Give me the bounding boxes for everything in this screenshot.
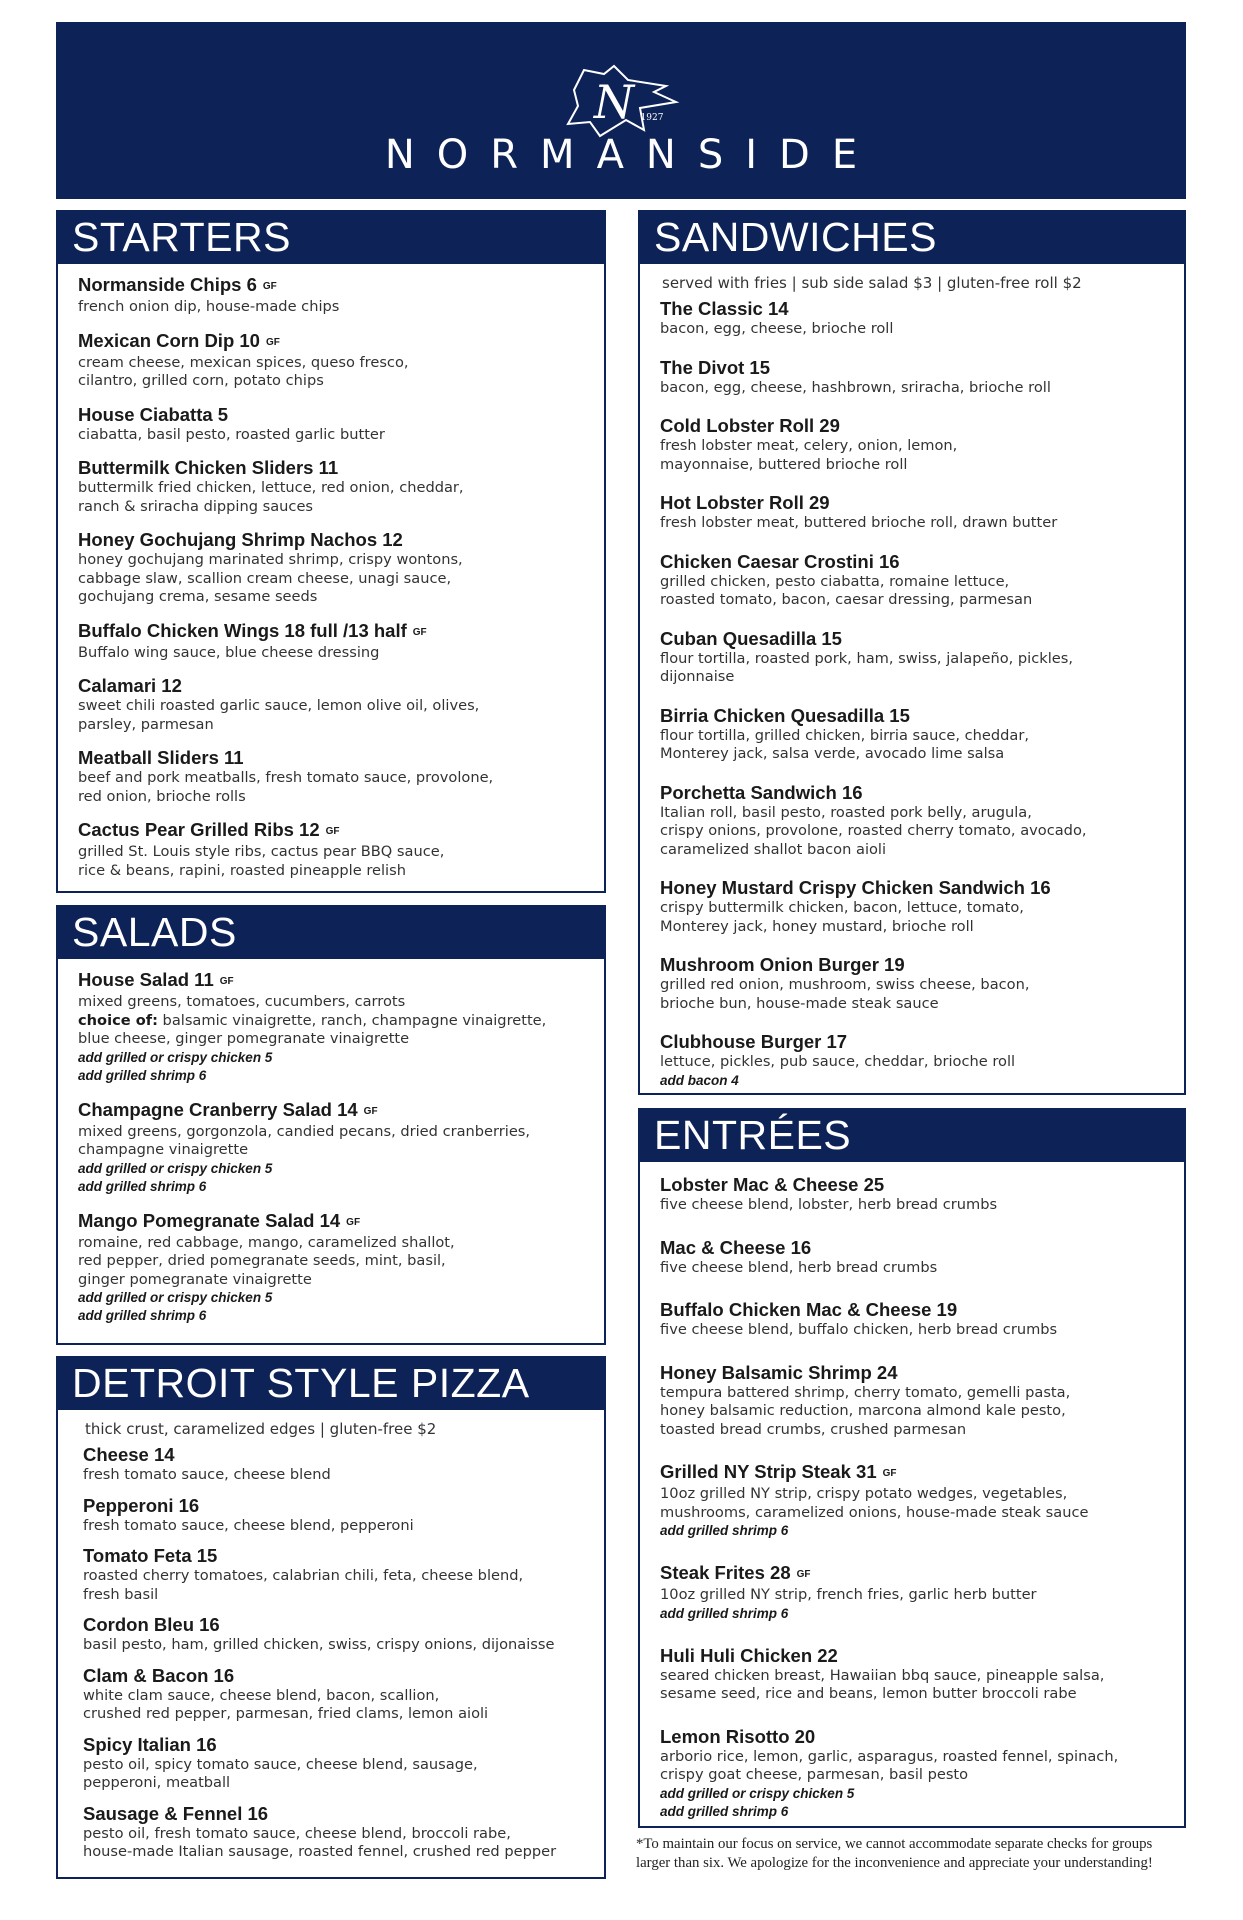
gluten-free-badge: GF <box>219 976 234 987</box>
item-description: pepperoni, meatball <box>83 1774 231 1791</box>
item-name <box>83 1444 584 1466</box>
menu-item <box>83 1495 584 1536</box>
menu-item <box>83 1545 584 1604</box>
item-description: grilled red onion, mushroom, swiss cheese, bacon, <box>660 976 1030 993</box>
item-description: fresh basil <box>83 1585 159 1603</box>
menu-item <box>660 551 1164 610</box>
item-name-text: Meatball Sliders 11 <box>78 747 244 768</box>
item-description: caramelized shallot bacon aioli <box>660 840 887 858</box>
item-description: Italian roll, basil pesto, roasted pork belly, arugula, <box>660 803 1032 821</box>
item-description: ginger pomegranate vinaigrette <box>78 1270 312 1288</box>
item-name <box>78 1099 584 1123</box>
menu-item <box>660 1562 1164 1623</box>
entrees-heading: ENTRÉES <box>640 1110 1184 1162</box>
item-description: tempura battered shrimp, cherry tomato, gemelli pasta, <box>660 1383 1071 1401</box>
item-description: buttermilk fried chicken, lettuce, red onion, cheddar, <box>78 479 464 496</box>
pizza-section <box>56 1356 606 1879</box>
item-name-text: Clubhouse Burger 17 <box>660 1031 848 1052</box>
item-name-text: Mushroom Onion Burger 19 <box>660 954 905 975</box>
item-choice <box>78 1012 584 1031</box>
item-description: toasted bread crumbs, crushed parmesan <box>660 1420 967 1438</box>
menu-item <box>660 1645 1164 1704</box>
gluten-free-badge: GF <box>796 1569 811 1580</box>
menu-item <box>78 529 584 607</box>
menu-item <box>660 357 1164 398</box>
item-description: roasted cherry tomatoes, calabrian chili, feta, cheese blend, <box>83 1567 524 1584</box>
gluten-free-badge: GF <box>882 1468 897 1479</box>
item-name <box>660 298 1164 320</box>
item-name-text: Sausage & Fennel 16 <box>83 1802 269 1824</box>
item-addon: add grilled or crispy chicken 5 <box>78 1160 273 1176</box>
item-name <box>83 1545 584 1567</box>
item-name-text: Grilled NY Strip Steak 31 <box>660 1461 877 1482</box>
menu-item <box>660 298 1164 339</box>
pizza-note: thick crust, caramelized edges | gluten-free $2 <box>85 1420 437 1438</box>
menu-item <box>660 877 1164 936</box>
item-description: french onion dip, house-made chips <box>78 298 340 315</box>
item-description: rice & beans, rapini, roasted pineapple relish <box>78 861 406 879</box>
item-name-text: Pepperoni 16 <box>83 1494 200 1516</box>
item-name-text: Cold Lobster Roll 29 <box>660 415 840 436</box>
item-name <box>83 1495 584 1517</box>
item-choice-continued: blue cheese, ginger pomegranate vinaigrette <box>78 1030 410 1047</box>
item-description: mayonnaise, buttered brioche roll <box>660 455 908 473</box>
menu-item <box>660 628 1164 687</box>
item-name-text: Champagne Cranberry Salad 14 <box>78 1098 358 1120</box>
item-description: grilled St. Louis style ribs, cactus pear BBQ sauce, <box>78 843 445 860</box>
item-description: house-made Italian sausage, roasted fennel, crushed red pepper <box>83 1843 557 1860</box>
item-name-text: Porchetta Sandwich 16 <box>660 781 863 803</box>
item-addon: add grilled shrimp 6 <box>78 1178 207 1194</box>
gluten-free-badge: GF <box>363 1105 378 1117</box>
menu-item <box>83 1665 584 1724</box>
menu-item <box>78 330 584 391</box>
item-name-text: Tomato Feta 15 <box>83 1545 218 1566</box>
item-description: Monterey jack, salsa verde, avocado lime salsa <box>660 745 1005 762</box>
item-description: ciabatta, basil pesto, roasted garlic butter <box>78 425 385 443</box>
item-addon: add grilled or crispy chicken 5 <box>78 1049 273 1065</box>
svg-text:N: N <box>593 75 635 129</box>
menu-item <box>78 1099 584 1196</box>
starters-heading: STARTERS <box>58 212 604 264</box>
item-description: crispy onions, provolone, roasted cherry tomato, avocado, <box>660 822 1087 839</box>
salads-section <box>56 905 606 1345</box>
item-description: fresh tomato sauce, cheese blend, pepperoni <box>83 1516 414 1534</box>
item-addon: add grilled shrimp 6 <box>660 1803 789 1819</box>
item-addon: add grilled shrimp 6 <box>78 1067 207 1083</box>
item-name <box>78 274 584 298</box>
menu-item <box>78 457 584 516</box>
menu-item <box>78 969 584 1085</box>
menu-item <box>83 1734 584 1793</box>
gluten-free-badge: GF <box>346 1216 361 1228</box>
item-description: fresh lobster meat, buttered brioche roll, drawn butter <box>660 514 1058 531</box>
item-description: seared chicken breast, Hawaiian bbq sauce, pineapple salsa, <box>660 1666 1105 1684</box>
item-description: romaine, red cabbage, mango, caramelized shallot, <box>78 1233 455 1251</box>
item-description: lettuce, pickles, pub sauce, cheddar, brioche roll <box>660 1053 1016 1070</box>
item-name-text: Steak Frites 28 <box>660 1562 791 1583</box>
item-name-text: Buffalo Chicken Wings 18 full /13 half <box>78 619 407 641</box>
pizza-list <box>58 1410 604 1880</box>
item-name-text: Cactus Pear Grilled Ribs 12 <box>78 819 320 840</box>
item-description: 10oz grilled NY strip, crispy potato wedges, vegetables, <box>660 1485 1068 1502</box>
item-name <box>660 1562 1164 1586</box>
item-addon: add grilled or crispy chicken 5 <box>78 1290 273 1305</box>
svg-text:1927: 1927 <box>640 113 664 123</box>
item-description: fresh tomato sauce, cheese blend <box>83 1466 331 1483</box>
item-name-text: Buffalo Chicken Mac & Cheese 19 <box>660 1299 958 1320</box>
item-name <box>83 1614 584 1636</box>
menu-item <box>78 1210 584 1326</box>
item-description: gochujang crema, sesame seeds <box>78 588 318 605</box>
item-name <box>660 954 1164 976</box>
item-description: dijonnaise <box>660 668 735 685</box>
menu-item <box>660 1362 1164 1440</box>
item-name <box>660 1237 1164 1259</box>
item-name-text: Lemon Risotto 20 <box>660 1725 816 1747</box>
menu-item <box>660 1299 1164 1340</box>
item-addon: add grilled shrimp 6 <box>660 1523 789 1538</box>
item-name <box>78 675 584 697</box>
item-name-text: Clam & Bacon 16 <box>83 1664 235 1686</box>
sandwiches-note: served with fries | sub side salad $3 | gluten-free roll $2 <box>662 274 1082 292</box>
header-banner <box>56 22 1186 199</box>
normanside-logo-icon <box>556 60 686 140</box>
brand-name: NORMANSIDE <box>384 132 880 178</box>
item-name <box>78 969 584 993</box>
item-description: brioche bun, house-made steak sauce <box>660 994 939 1012</box>
item-name <box>78 1210 584 1234</box>
item-name <box>83 1803 584 1825</box>
menu-item <box>78 675 584 734</box>
menu-item <box>660 492 1164 533</box>
item-name <box>660 551 1164 573</box>
item-name-text: Spicy Italian 16 <box>83 1733 217 1755</box>
item-description: roasted tomato, bacon, caesar dressing, parmesan <box>660 591 1033 608</box>
item-description: flour tortilla, grilled chicken, birria sauce, cheddar, <box>660 726 1029 744</box>
salads-heading: SALADS <box>58 907 604 959</box>
item-addon: add bacon 4 <box>660 1072 739 1088</box>
gluten-free-badge: GF <box>265 336 280 348</box>
item-addon: add grilled or crispy chicken 5 <box>660 1785 855 1801</box>
gluten-free-badge: GF <box>412 626 427 638</box>
menu-item <box>78 747 584 806</box>
item-description: Monterey jack, honey mustard, brioche roll <box>660 917 974 935</box>
item-name <box>78 457 584 479</box>
item-name-text: Birria Chicken Quesadilla 15 <box>660 704 910 726</box>
item-description: five cheese blend, buffalo chicken, herb bread crumbs <box>660 1321 1058 1338</box>
item-description: honey balsamic reduction, marcona almond kale pesto, <box>660 1402 1066 1419</box>
item-description: cabbage slaw, scallion cream cheese, unagi sauce, <box>78 569 452 587</box>
item-addon: add grilled shrimp 6 <box>78 1308 207 1323</box>
item-description: red onion, brioche rolls <box>78 787 246 805</box>
item-name <box>660 1645 1164 1667</box>
item-name-text: Cuban Quesadilla 15 <box>660 627 842 649</box>
item-name-text: House Ciabatta 5 <box>78 403 229 425</box>
item-name-text: Huli Huli Chicken 22 <box>660 1644 838 1666</box>
item-name <box>78 819 584 843</box>
item-name-text: The Classic 14 <box>660 298 789 319</box>
item-name-text: Cordon Bleu 16 <box>83 1614 220 1635</box>
item-name <box>660 705 1164 727</box>
item-name-text: Chicken Caesar Crostini 16 <box>660 550 900 572</box>
footer-line-2: larger than six. We apologize for the inconvenience and appreciate your understanding! <box>636 1855 1153 1871</box>
menu-item <box>83 1614 584 1655</box>
item-name-text: The Divot 15 <box>660 356 770 378</box>
menu-item <box>83 1444 584 1485</box>
item-description: red pepper, dried pomegranate seeds, mint, basil, <box>78 1252 446 1269</box>
item-description: ranch & sriracha dipping sauces <box>78 497 314 515</box>
menu-item <box>660 954 1164 1013</box>
item-description: sweet chili roasted garlic sauce, lemon olive oil, olives, <box>78 697 480 714</box>
item-description: crispy goat cheese, parmesan, basil pesto <box>660 1766 969 1783</box>
item-description: pesto oil, fresh tomato sauce, cheese blend, broccoli rabe, <box>83 1824 511 1842</box>
menu-item <box>83 1803 584 1862</box>
item-name <box>660 782 1164 804</box>
item-description: mixed greens, gorgonzola, candied pecans, dried cranberries, <box>78 1122 531 1140</box>
item-name <box>660 628 1164 650</box>
item-description: Buffalo wing sauce, blue cheese dressing <box>78 643 380 661</box>
footer-line-1: *To maintain our focus on service, we cannot accommodate separate checks for groups <box>636 1836 1153 1852</box>
item-name <box>660 1031 1164 1053</box>
choice-label: choice of: <box>78 1011 158 1029</box>
item-description: honey gochujang marinated shrimp, crispy wontons, <box>78 551 463 568</box>
item-name <box>78 330 584 354</box>
item-description: mushrooms, caramelized onions, house-made steak sauce <box>660 1503 1089 1521</box>
menu-item <box>660 1461 1164 1540</box>
item-name-text: Mango Pomegranate Salad 14 <box>78 1209 341 1231</box>
item-name <box>78 529 584 551</box>
item-description: champagne vinaigrette <box>78 1141 249 1158</box>
item-name <box>78 404 584 426</box>
item-description: five cheese blend, lobster, herb bread crumbs <box>660 1196 998 1213</box>
item-name <box>660 877 1164 899</box>
item-description: cilantro, grilled corn, potato chips <box>78 372 324 389</box>
item-description: crispy buttermilk chicken, bacon, lettuce, tomato, <box>660 899 1024 916</box>
item-name <box>78 747 584 769</box>
menu-item <box>78 819 584 880</box>
item-description: basil pesto, ham, grilled chicken, swiss, crispy onions, dijonaisse <box>83 1636 555 1653</box>
item-name-text: Honey Mustard Crispy Chicken Sandwich 16 <box>660 877 1051 898</box>
item-name <box>660 415 1164 437</box>
item-description: parsley, parmesan <box>78 715 214 733</box>
item-name <box>660 1174 1164 1196</box>
item-description: flour tortilla, roasted pork, ham, swiss, jalapeño, pickles, <box>660 649 1073 667</box>
sandwiches-section <box>638 210 1186 1095</box>
choice-text: balsamic vinaigrette, ranch, champagne vinaigrette, <box>157 1011 547 1029</box>
item-name-text: Calamari 12 <box>78 675 182 696</box>
item-description: arborio rice, lemon, garlic, asparagus, roasted fennel, spinach, <box>660 1747 1119 1765</box>
item-addon: add grilled shrimp 6 <box>660 1605 789 1621</box>
item-description: mixed greens, tomatoes, cucumbers, carrots <box>78 993 406 1010</box>
item-description: beef and pork meatballs, fresh tomato sauce, provolone, <box>78 769 494 786</box>
sandwiches-heading: SANDWICHES <box>640 212 1184 264</box>
menu-item <box>660 1726 1164 1821</box>
item-description: bacon, egg, cheese, hashbrown, sriracha, brioche roll <box>660 378 1051 396</box>
item-name <box>660 1726 1164 1748</box>
menu-item <box>78 620 584 663</box>
item-name-text: Cheese 14 <box>83 1444 175 1465</box>
footer-note <box>636 1835 1196 1873</box>
item-name <box>78 620 584 644</box>
item-name <box>660 492 1164 514</box>
item-description: 10oz grilled NY strip, french fries, garlic herb butter <box>660 1586 1037 1603</box>
item-name-text: House Salad 11 <box>78 969 214 990</box>
item-name-text: Normanside Chips 6 <box>78 274 257 295</box>
item-description: cream cheese, mexican spices, queso fresco, <box>78 353 409 371</box>
item-description: fresh lobster meat, celery, onion, lemon, <box>660 437 958 454</box>
gluten-free-badge: GF <box>325 826 340 837</box>
entrees-list <box>640 1162 1184 1851</box>
menu-item <box>78 274 584 317</box>
item-name-text: Lobster Mac & Cheese 25 <box>660 1174 885 1195</box>
gluten-free-badge: GF <box>262 281 277 292</box>
menu-item <box>660 1237 1164 1278</box>
sandwiches-list <box>640 264 1184 1116</box>
item-description: pesto oil, spicy tomato sauce, cheese blend, sausage, <box>83 1755 478 1773</box>
menu-item <box>660 1174 1164 1215</box>
item-name-text: Mexican Corn Dip 10 <box>78 329 260 351</box>
item-description: grilled chicken, pesto ciabatta, romaine lettuce, <box>660 572 1010 590</box>
item-name-text: Mac & Cheese 16 <box>660 1236 812 1258</box>
item-name <box>660 1299 1164 1321</box>
item-name <box>660 1461 1164 1485</box>
item-name-text: Honey Balsamic Shrimp 24 <box>660 1361 898 1383</box>
menu-item <box>78 404 584 445</box>
menu-item <box>660 705 1164 764</box>
item-name-text: Honey Gochujang Shrimp Nachos 12 <box>78 529 403 550</box>
menu-item <box>660 1031 1164 1090</box>
pizza-heading: DETROIT STYLE PIZZA <box>58 1358 604 1410</box>
item-name <box>660 357 1164 379</box>
item-description: bacon, egg, cheese, brioche roll <box>660 320 894 337</box>
item-description: crushed red pepper, parmesan, fried clams, lemon aioli <box>83 1705 489 1722</box>
entrees-section <box>638 1108 1186 1828</box>
item-description: sesame seed, rice and beans, lemon butter broccoli rabe <box>660 1685 1077 1702</box>
item-description: white clam sauce, cheese blend, bacon, scallion, <box>83 1686 440 1704</box>
item-name-text: Hot Lobster Roll 29 <box>660 492 830 513</box>
menu-item <box>660 782 1164 860</box>
menu-item <box>660 415 1164 474</box>
item-name <box>660 1362 1164 1384</box>
starters-section <box>56 210 606 893</box>
salads-list <box>58 959 604 1347</box>
starters-list <box>58 264 604 901</box>
item-name <box>83 1734 584 1756</box>
item-description: five cheese blend, herb bread crumbs <box>660 1258 938 1276</box>
item-name <box>83 1665 584 1687</box>
item-name-text: Buttermilk Chicken Sliders 11 <box>78 457 339 478</box>
